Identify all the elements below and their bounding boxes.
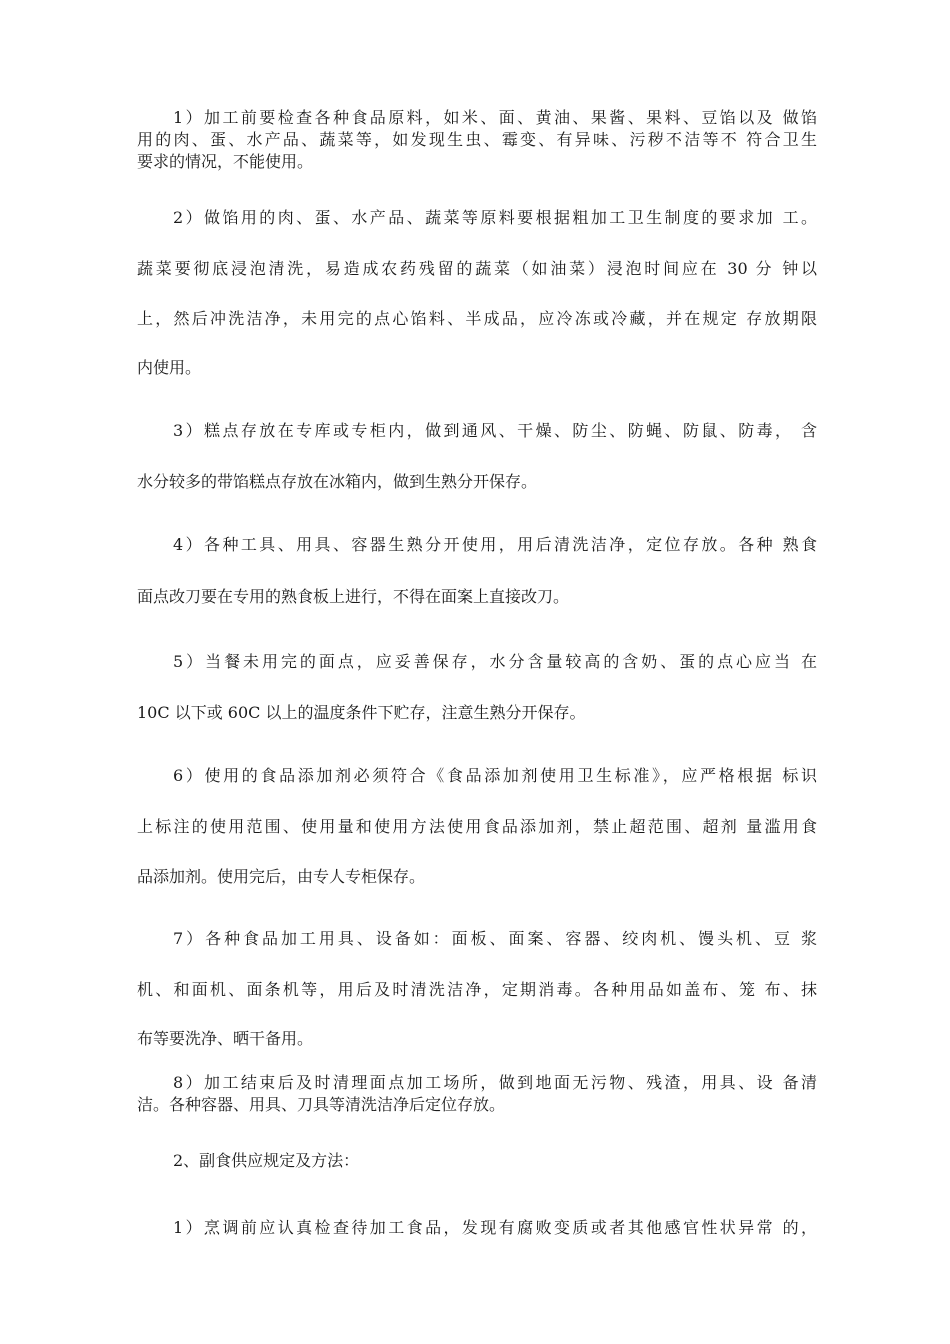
paragraph-2-line-2: 蔬菜要彻底浸泡清洗，易造成农药残留的蔬菜（如油菜）浸泡时间应在 30 分 钟以 — [137, 259, 817, 278]
paragraph-4-line-2: 面点改刀要在专用的熟食板上进行，不得在面案上直接改刀。 — [137, 587, 570, 606]
paragraph-6-line-2: 上标注的使用范围、使用量和使用方法使用食品添加剂，禁止超范围、超剂 量滥用食 — [137, 817, 817, 836]
paragraph-1-line-1: 1）加工前要检查各种食品原料，如米、面、黄油、果酱、果料、豆馅以及 做馅 — [173, 108, 817, 127]
paragraph-7-line-3: 布等要洗净、晒干备用。 — [137, 1029, 314, 1048]
paragraph-3-line-1: 3）糕点存放在专库或专柜内，做到通风、干燥、防尘、防蝇、防鼠、防毒， 含 — [173, 421, 817, 440]
paragraph-5-line-2: 10C 以下或 60C 以上的温度条件下贮存，注意生熟分开保存。 — [137, 703, 586, 722]
section-heading: 2、副食供应规定及方法： — [173, 1151, 360, 1170]
paragraph-6-line-3: 品添加剂。使用完后，由专人专柜保存。 — [137, 867, 426, 886]
paragraph-8-line-1: 8）加工结束后及时清理面点加工场所，做到地面无污物、残渣，用具、设 备清 — [173, 1073, 817, 1092]
paragraph-3-line-2: 水分较多的带馅糕点存放在冰箱内，做到生熟分开保存。 — [137, 472, 538, 491]
paragraph-2-line-1: 2）做馅用的肉、蛋、水产品、蔬菜等原料要根据粗加工卫生制度的要求加 工。 — [173, 208, 817, 227]
paragraph-4-line-1: 4）各种工具、用具、容器生熟分开使用，用后清洗洁净，定位存放。各种 熟食 — [173, 535, 817, 554]
paragraph-6-line-1: 6）使用的食品添加剂必须符合《食品添加剂使用卫生标准》，应严格根据 标识 — [173, 766, 817, 785]
paragraph-9-line-1: 1）烹调前应认真检查待加工食品，发现有腐败变质或者其他感官性状异常 的， — [173, 1218, 817, 1237]
paragraph-2-line-3: 上，然后冲洗洁净，未用完的点心馅料、半成品，应冷冻或冷藏，并在规定 存放期限 — [137, 309, 817, 328]
paragraph-5-line-1: 5）当餐未用完的面点，应妥善保存，水分含量较高的含奶、蛋的点心应当 在 — [173, 652, 817, 671]
paragraph-1-line-2: 用的肉、蛋、水产品、蔬菜等，如发现生虫、霉变、有异味、污秽不洁等不 符合卫生 — [137, 130, 817, 149]
paragraph-2-line-4: 内使用。 — [137, 358, 202, 377]
paragraph-7-line-2: 机、和面机、面条机等，用后及时清洗洁净，定期消毒。各种用品如盖布、笼 布、抹 — [137, 980, 817, 999]
paragraph-1-line-3: 要求的情况，不能使用。 — [137, 152, 314, 171]
paragraph-8-line-2: 洁。各种容器、用具、刀具等清洗洁净后定位存放。 — [137, 1095, 506, 1114]
paragraph-7-line-1: 7）各种食品加工用具、设备如：面板、面案、容器、绞肉机、馒头机、豆 浆 — [173, 929, 817, 948]
